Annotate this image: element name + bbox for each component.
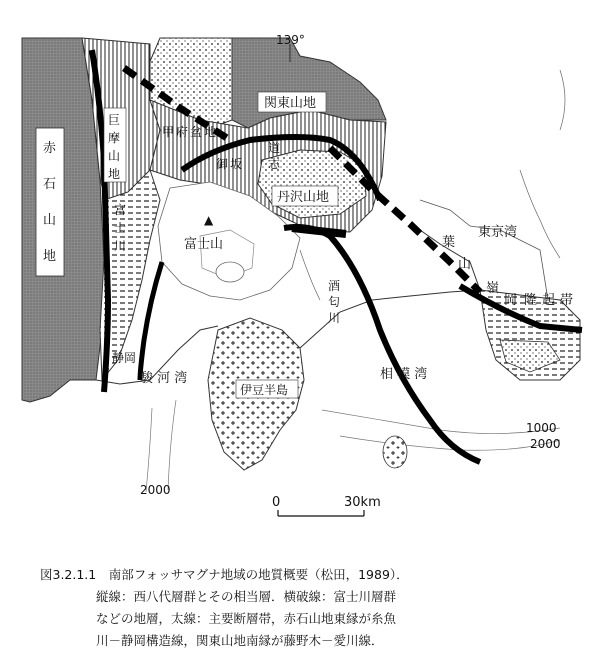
sakawa-char-2: 匂 [328,295,341,309]
akaishi-char-2: 石 [43,177,57,192]
doshi-char-2: 志 [268,157,281,171]
shizuoka-char-2: 岡 [124,351,137,365]
kyoho-char-4: 地 [108,167,121,181]
kofu-char-1: 甲 [162,125,175,139]
akaishi-char-3: 山 [43,213,57,228]
doshi-char-1: 道 [268,141,281,155]
caption-line-2: 縦線：西八代層群とその相当層．横破線：富士川層群 [96,589,397,604]
sakawa-char-3: 川 [328,311,341,325]
tanzawa-label: 丹沢山地 [277,190,330,205]
depth-label-2000-east: 2000 [530,437,561,451]
fuji-label: 富士山 [184,237,224,252]
izu-label: 伊豆半島 [240,383,289,397]
hayama-char-5: 隆 [524,293,538,308]
kofu-char-3: 盆 [190,125,203,139]
fujikawa-char-3: 川 [114,239,127,253]
figure-caption [40,564,560,652]
scale-zero: 0 [272,495,281,510]
kyoho-char-2: 摩 [108,131,121,145]
shizuoka-char-1: 静 [112,351,125,365]
suruga-bay-label: 駿 河 湾 [140,371,188,386]
fuji-peak-marker: ▲ [204,213,214,227]
oshima-island [383,436,407,468]
misaka-char-2: 坂 [230,157,243,171]
fujikawa-fault [140,262,162,380]
fujikawa-char-2: 士 [114,221,127,235]
sagami-bay-label: 相 模 湾 [380,367,428,382]
hayama-char-7: 帯 [560,293,574,308]
kyoho-char-1: 巨 [108,113,121,127]
depth-label-2000-west: 2000 [140,483,171,497]
kofu-char-4: 地 [204,125,217,139]
hayama-char-6: 起 [542,293,556,308]
akaishi-char-4: 地 [43,249,57,264]
hayama-char-4: 岡 [504,293,518,308]
misaka-char-1: 御 [216,157,229,171]
hayama-char-2: 山 [458,257,472,272]
hayama-char-1: 葉 [442,235,456,250]
caption-line-1: 図3.2.1.1 南部フォッサマグナ地域の地質概要（松田，1989）． [40,567,409,582]
depth-contour-suruga [168,400,176,490]
kanto-label: 関東山地 [264,96,317,111]
kyoho-char-3: 山 [108,149,121,163]
kofu-char-2: 府 [176,125,189,139]
tokyo-bay-shore [420,200,548,300]
akaishi-char-1: 赤 [43,141,57,156]
depth-label-1000: 1000 [526,421,557,435]
fujikawa-char-1: 富 [114,203,127,217]
tokyo-bay-label: 東京湾 [478,225,518,240]
caption-line-3: などの地層，太線：主要断層帯，赤石山地東縁が糸魚 [96,611,397,626]
longitude-label: 139° [276,33,305,47]
sakawa-char-1: 酒 [328,279,341,293]
scale-distance: 30km [344,495,381,510]
hayama-char-3: 嶺 [486,281,500,296]
caption-line-4: 川－静岡構造線，関東山地南縁が藤野木－愛川線． [96,633,384,648]
